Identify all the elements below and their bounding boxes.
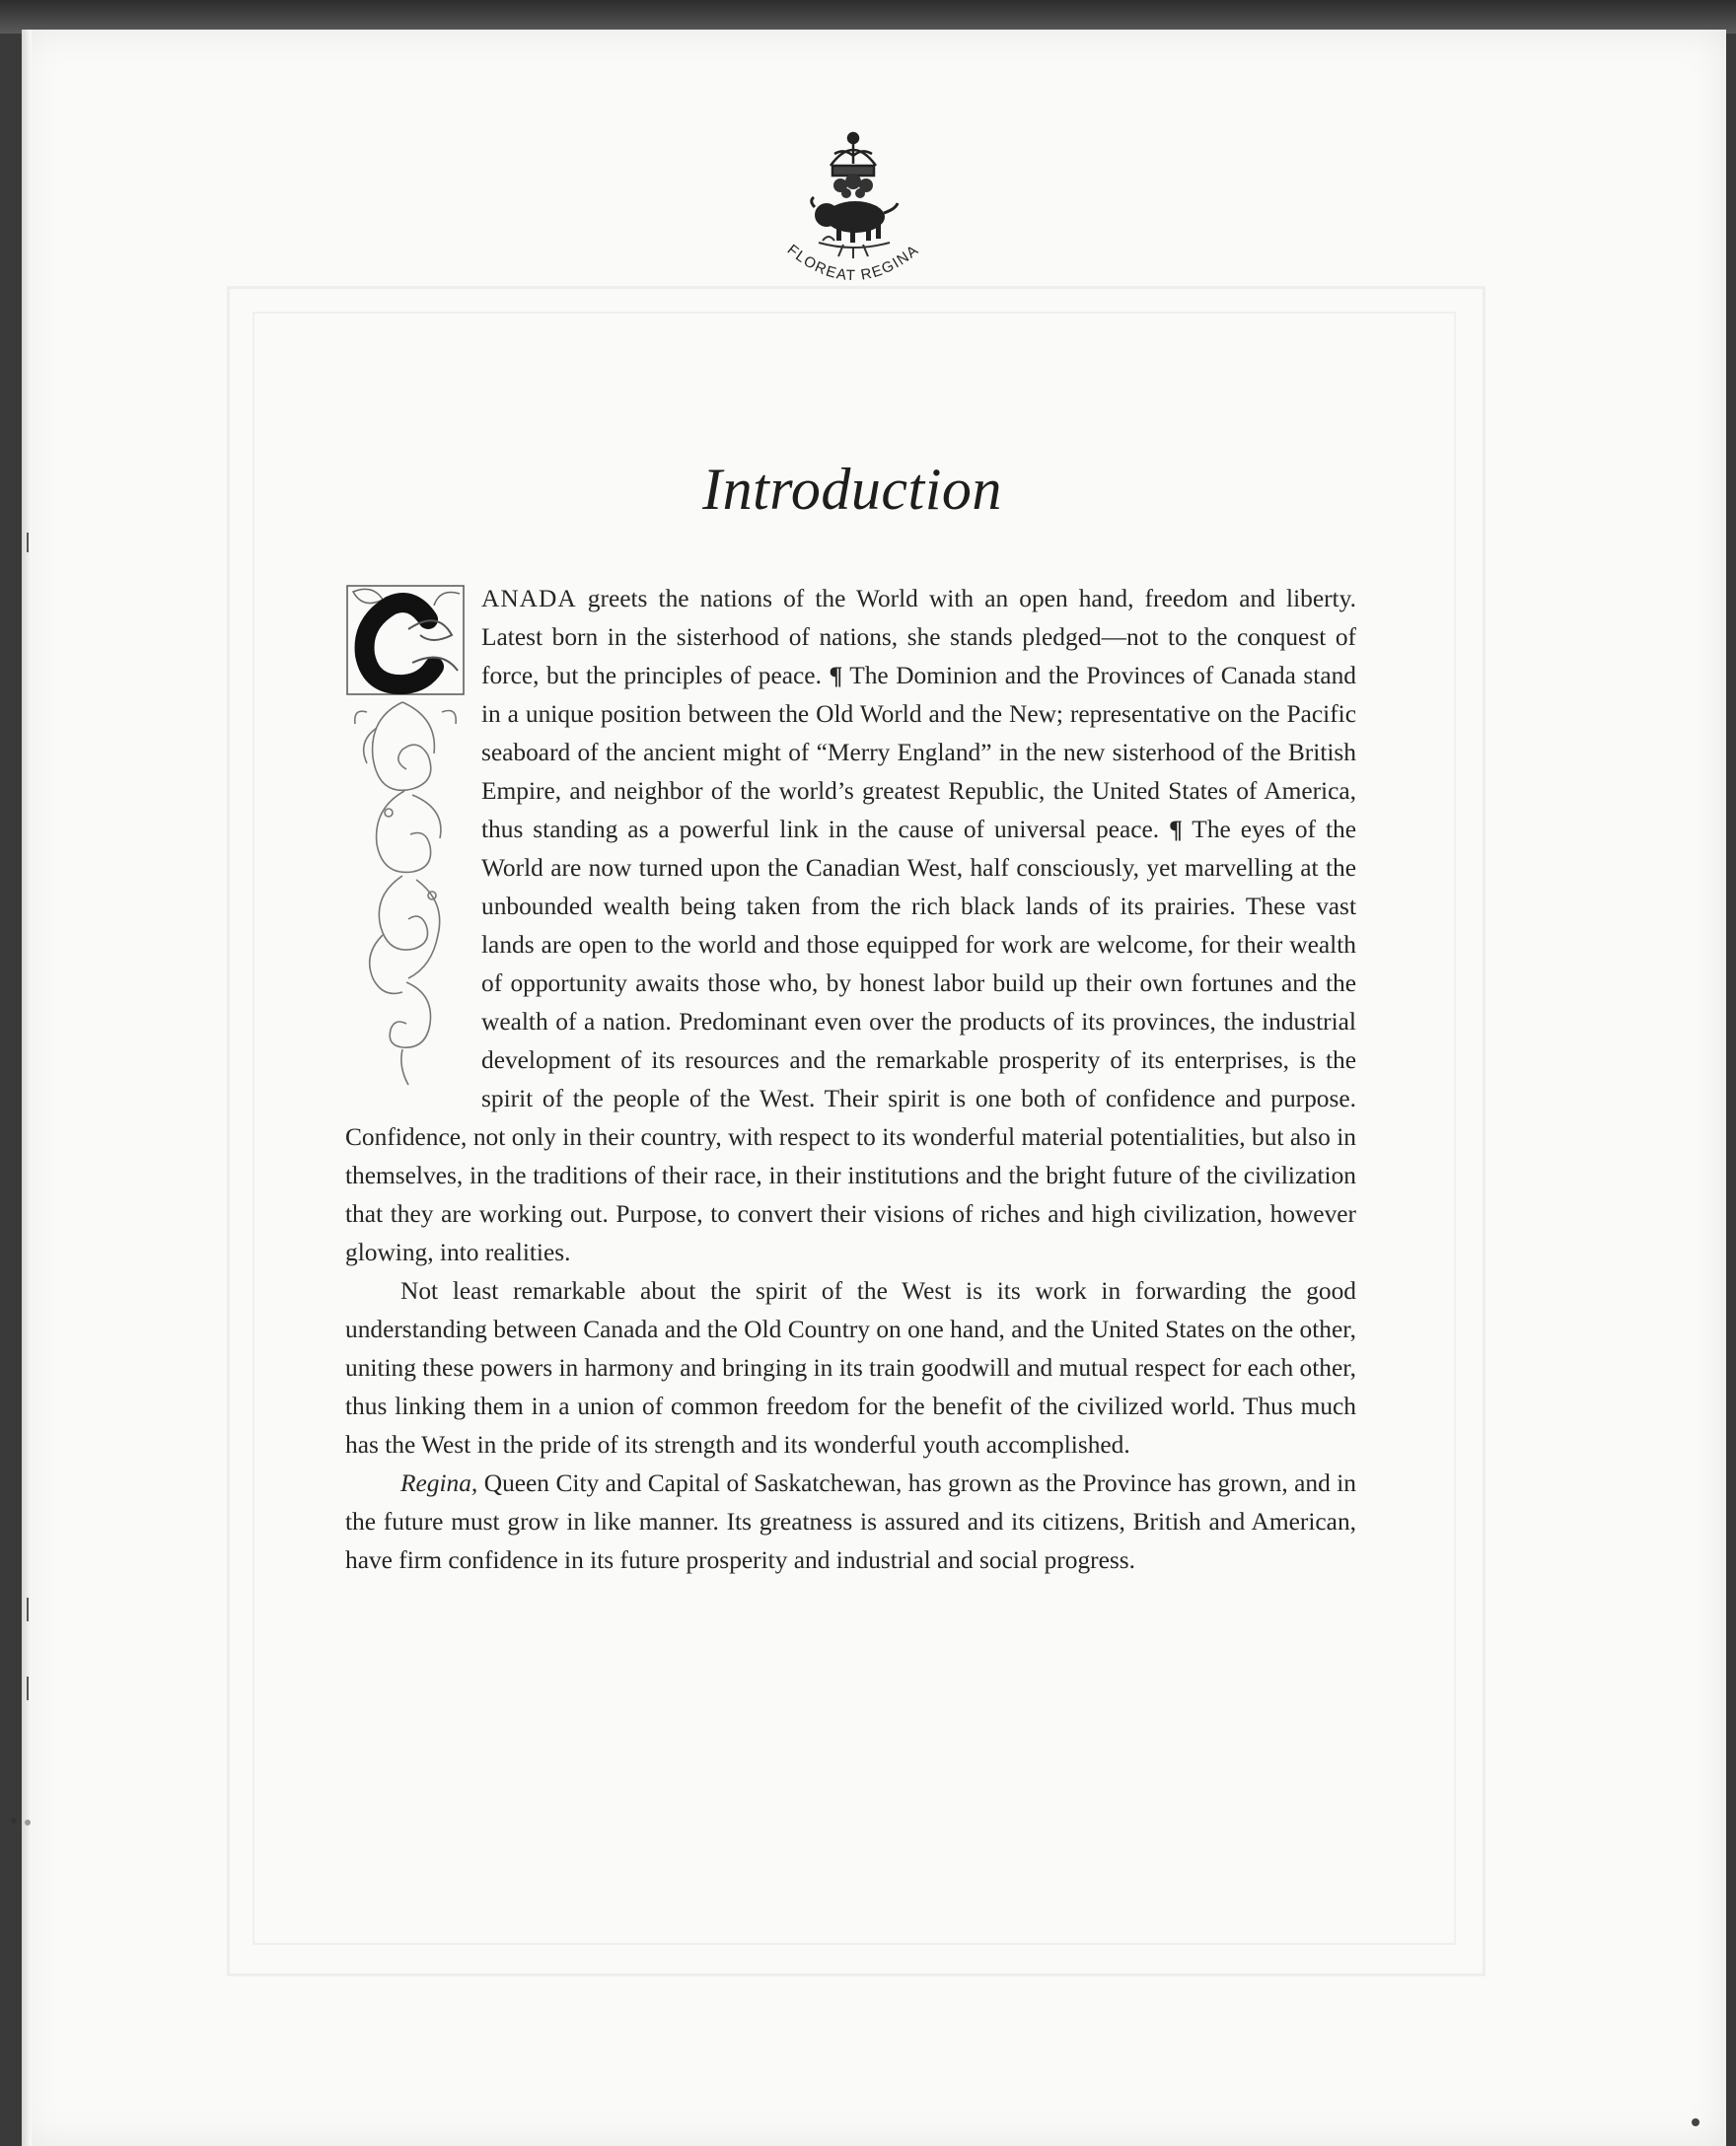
binding-mark [25, 1820, 31, 1825]
paragraph-1-segment: The eyes of the World are now turned upon the Canadian West, half consciously, yet marvelling at the unbounded wealth being taken from the rich black lands of its prairies. These vast lands are open to the world and those equipped for work are welcome, for their wealth of opportunity awaits those who, by honest labor build up their own fortunes and the wealth of a nation. Predominant even over the products of its provinces, the industrial development of its resources and the remarkable prosperity of its enterprises, is the spirit of the people of the West. Their spirit is one both of confidence and purpose. Confidence, not only in their country, with respect to its wonderful material potentialities, but also in themselves, in the traditions of their race, in their institutions and the bright future of the civilization that they are working out. Purpose, to convert their visions of riches and high civilization, however glowing, into realities. [345, 816, 1356, 1266]
first-word: ANADA [481, 585, 577, 612]
emblem-motto: FLOREAT REGINA [783, 241, 923, 285]
paragraph-2: Not least remarkable about the spirit of the West is its work in forwarding the good understanding between Canada and the Old Country on one hand, and the United States on the other, uniting these powers in harmony and bringing in its train goodwill and mutual respect for each other, thus linking them in a union of common freedom for the benefit of the civilized world. Thus much has the West in the pride of its strength and its wonderful youth accomplished. [345, 1277, 1356, 1459]
page-fold-shadow [22, 30, 32, 2146]
paragraph-3-text: Queen City and Capital of Saskatchewan, has grown as the Province has grown, and in the future must grow in like manner. Its greatness is assured and its citizens, British and American, have firm confidence in its future prosperity and industrial and social progress. [345, 1469, 1356, 1574]
pilcrow-mark: ¶ [1169, 816, 1183, 843]
paragraph-1-segment: The Dominion and the Provinces of Canada stand in a unique position between the Old World and the New; representative on the Pacific seaboard of the ancient might of “Merry England” in the new sisterhood of the British Empire, and neighbor of the world’s greatest Republic, the United States of America, thus standing as a powerful link in the cause of universal peace. [481, 662, 1356, 843]
crowned-buffalo-crest-icon [760, 126, 947, 304]
italic-lead: Regina, [400, 1469, 478, 1497]
binding-mark [27, 533, 29, 552]
ornamental-initial-icon [343, 580, 471, 1089]
binding-mark [27, 1677, 29, 1700]
binding-mark [11, 1818, 17, 1824]
paragraph-3 [345, 1465, 1356, 1580]
ornamental-drop-cap [343, 580, 471, 1089]
drop-cap-letter: C [402, 655, 403, 656]
scan-top-edge [0, 0, 1736, 34]
scan-speck [1692, 2118, 1700, 2126]
crest-emblem [760, 126, 947, 304]
pilcrow-mark: ¶ [829, 662, 843, 689]
paragraph-1 [345, 580, 1356, 1272]
binding-mark [27, 1598, 29, 1621]
introduction-text [345, 580, 1356, 1580]
page-title: Introduction [702, 457, 1002, 522]
paragraph-1-segment: greets the nations of the World with an open hand, freedom and liberty. Latest born in the sisterhood of nations, she stands pledged—not to the conquest of force, but the principles of peace. [481, 585, 1356, 689]
